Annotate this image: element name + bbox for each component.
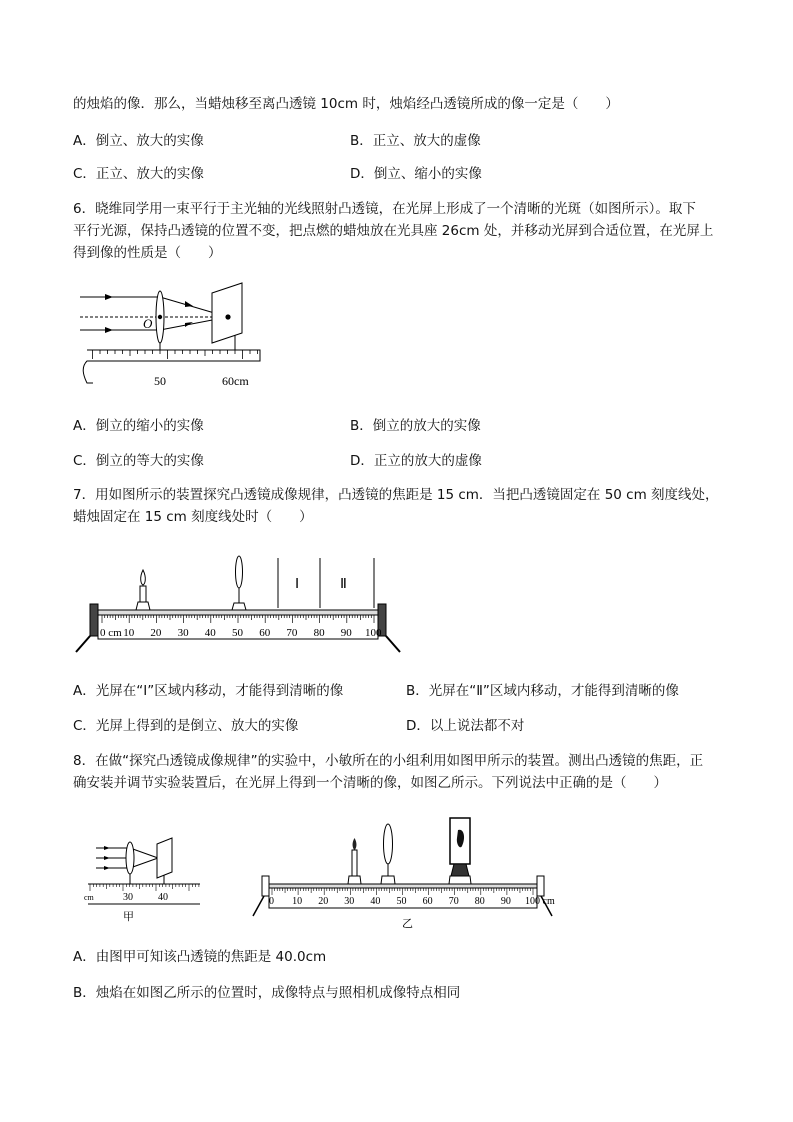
q6-lens-label: O	[143, 316, 153, 331]
q6-tick-label-50: 50	[154, 374, 166, 388]
q7-scale-label: 90	[340, 627, 352, 639]
q5-option-d: D．倒立、缩小的实像	[350, 166, 482, 182]
q7-region-1-label: Ⅰ	[295, 577, 300, 592]
q6-tick-label-60: 60cm	[222, 374, 249, 388]
q7-stem-line-2: 蜡烛固定在 15 cm 刻度线处时（ ）	[73, 509, 313, 525]
q7-scale-label: 70	[286, 627, 298, 639]
q7-option-d: D．以上说法都不对	[406, 718, 525, 734]
q8a-unit-label: cm	[84, 893, 94, 902]
q6-stem-line-2: 平行光源，保持凸透镜的位置不变，把点燃的蜡烛放在光具座 26cm 处，并移动光屏到合适位置，在光屏上	[73, 223, 714, 239]
q7-scale-label: 40	[204, 627, 216, 639]
q8b-scale-label: 0	[269, 896, 274, 907]
q7-scale-label: 20	[150, 627, 162, 639]
q8b-scale-label: 70	[448, 896, 459, 907]
q7-scale-label: 60	[259, 627, 271, 639]
q6-option-a: A．倒立的缩小的实像	[73, 418, 204, 434]
q7-stem-line-1: 7．用如图所示的装置探究凸透镜成像规律，凸透镜的焦距是 15 cm．当把凸透镜固定在 50 cm 刻度线处，	[73, 487, 719, 503]
q8b-scale-label: 40	[370, 896, 381, 907]
q7-option-b: B．光屏在“Ⅱ”区域内移动，才能得到清晰的像	[406, 683, 679, 699]
q7-region-2-label: Ⅱ	[340, 577, 347, 592]
q7-scale-label: 50	[232, 627, 243, 639]
q7-scale-label: 80	[313, 627, 325, 639]
q6-figure-lens-focus	[75, 283, 275, 389]
q8-stem-line-2: 确安装并调节实验装置后，在光屏上得到一个清晰的像，如图乙所示。下列说法中正确的是（ ）	[73, 775, 667, 791]
q8-figure-b-optical-bench	[250, 812, 555, 930]
q8-figure-a-focal-length	[82, 838, 207, 926]
q8a-tick-label-30: 30	[123, 892, 133, 903]
q8a-tick-label-40: 40	[158, 892, 168, 903]
q5-option-c: C．正立、放大的实像	[73, 166, 204, 182]
q6-stem-line-3: 得到像的性质是（ ）	[73, 245, 222, 261]
q6-option-b: B．倒立的放大的实像	[350, 418, 481, 434]
q8b-scale-label: 90	[500, 896, 511, 907]
q7-scale-label: 0 cm	[100, 627, 122, 639]
q8-stem-line-1: 8．在做“探究凸透镜成像规律”的实验中，小敏所在的小组利用如图甲所示的装置。测出凸透镜的焦距，正	[73, 753, 704, 769]
q7-option-a: A．光屏在“Ⅰ”区域内移动，才能得到清晰的像	[73, 683, 344, 699]
q8a-caption: 甲	[123, 911, 134, 923]
q7-figure-optical-bench	[72, 548, 407, 658]
q7-scale-label: 100	[365, 627, 382, 639]
q5-option-b: B．正立、放大的虚像	[350, 133, 481, 149]
q8b-caption: 乙	[402, 918, 413, 930]
q6-stem-line-1: 6．晓维同学用一束平行于主光轴的光线照射凸透镜，在光屏上形成了一个清晰的光斑（如图所示）。取下	[73, 201, 696, 217]
q8b-scale-label: 50	[396, 896, 407, 907]
q8b-scale-label: 60	[422, 896, 433, 907]
q8b-scale-label: 30	[344, 896, 355, 907]
q8b-scale-label: 100 cm	[525, 896, 555, 907]
q7-scale-label: 10	[123, 627, 135, 639]
q5-stem-tail: 的烛焰的像．那么，当蜡烛移至离凸透镜 10cm 时，烛焰经凸透镜所成的像一定是（ ）	[73, 96, 619, 112]
q6-option-d: D．正立的放大的虚像	[350, 453, 482, 469]
q8-option-b: B．烛焰在如图乙所示的位置时，成像特点与照相机成像特点相同	[73, 985, 461, 1001]
q8b-scale-label: 20	[318, 896, 329, 907]
q7-scale-label: 30	[177, 627, 189, 639]
q6-option-c: C．倒立的等大的实像	[73, 453, 204, 469]
q5-option-a: A．倒立、放大的实像	[73, 133, 204, 149]
q7-option-c: C．光屏上得到的是倒立、放大的实像	[73, 718, 299, 734]
q8-option-a: A．由图甲可知该凸透镜的焦距是 40.0cm	[73, 949, 327, 965]
q8b-scale-label: 10	[292, 896, 303, 907]
q8b-scale-label: 80	[474, 896, 485, 907]
